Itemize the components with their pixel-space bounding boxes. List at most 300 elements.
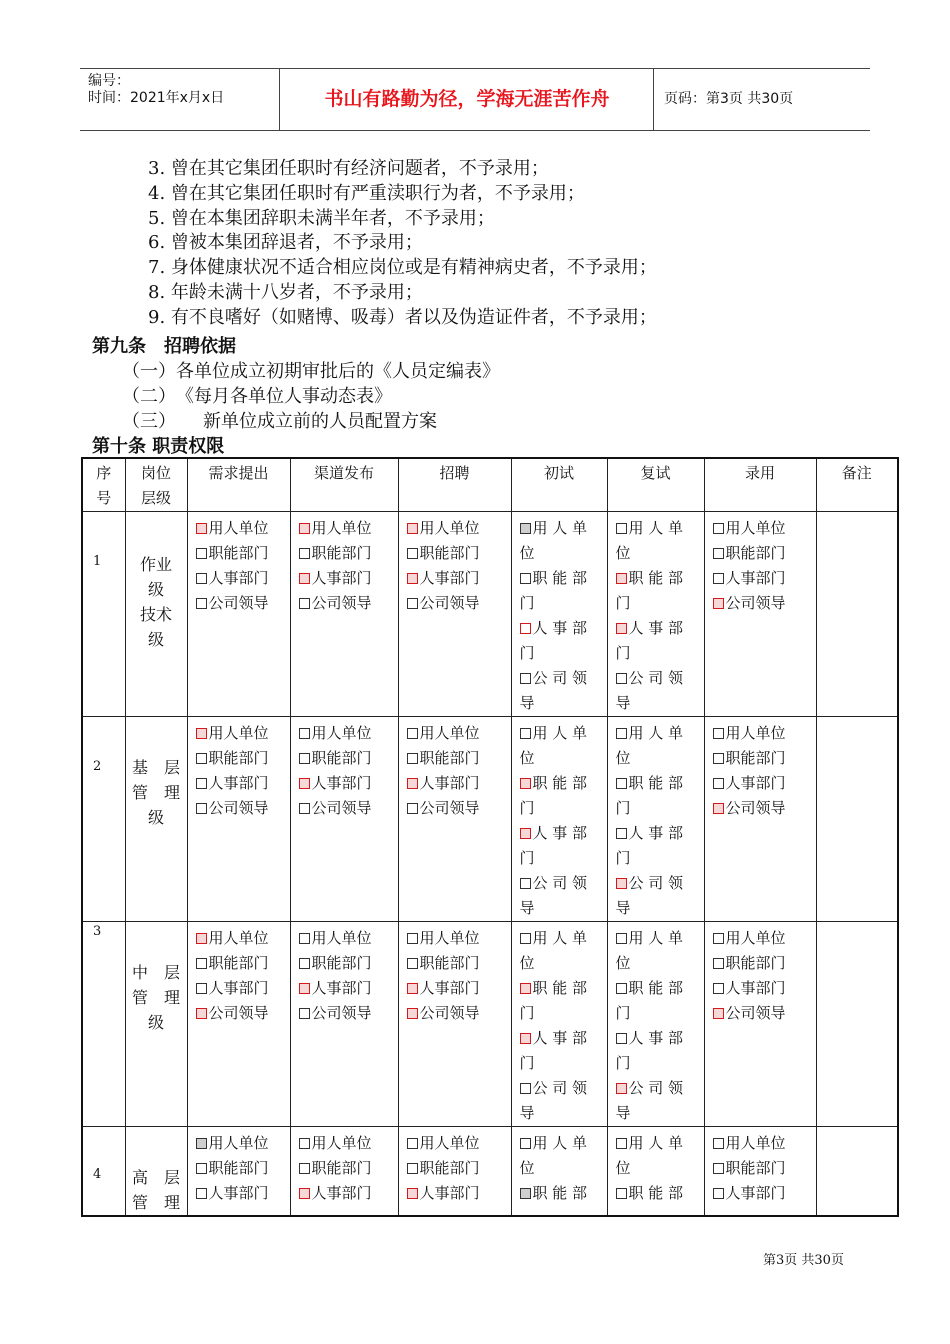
option-label: 用 人 单 bbox=[628, 519, 684, 537]
option-label: 人事部门 bbox=[419, 774, 480, 792]
checkbox-icon bbox=[713, 548, 724, 559]
cell-second bbox=[607, 1127, 704, 1217]
checkbox-option bbox=[407, 771, 507, 796]
checkbox-option bbox=[299, 746, 394, 771]
checkbox-icon bbox=[616, 1033, 627, 1044]
checkbox-option bbox=[616, 926, 700, 951]
cell-channel bbox=[290, 922, 398, 1127]
checkbox-option bbox=[299, 771, 394, 796]
checkbox-option bbox=[520, 1131, 603, 1156]
option-label: 用人单位 bbox=[419, 929, 480, 947]
option-label: 职能部门 bbox=[311, 1159, 372, 1177]
checkbox-option bbox=[299, 1181, 394, 1206]
checkbox-icon bbox=[520, 983, 531, 994]
option-label: 人 事 部 bbox=[628, 824, 684, 842]
checkbox-option bbox=[520, 566, 603, 591]
checkbox-icon bbox=[299, 1008, 310, 1019]
option-label: 职 能 部 bbox=[628, 1184, 684, 1202]
checkbox-icon bbox=[713, 778, 724, 789]
checkbox-option bbox=[520, 1181, 603, 1206]
checkbox-option bbox=[616, 771, 700, 796]
list-item: 9. 有不良嗜好（如赌博、吸毒）者以及伪造证件者，不予录用； bbox=[148, 306, 657, 328]
checkbox-icon bbox=[299, 983, 310, 994]
checkbox-option bbox=[616, 976, 700, 1001]
checkbox-icon bbox=[407, 523, 418, 534]
cell-remark bbox=[816, 717, 898, 922]
checkbox-icon bbox=[616, 728, 627, 739]
checkbox-icon bbox=[196, 573, 207, 584]
option-label: 职能部门 bbox=[725, 749, 786, 767]
disqualification-list bbox=[148, 157, 657, 331]
checkbox-icon bbox=[299, 778, 310, 789]
cell-second bbox=[607, 922, 704, 1127]
checkbox-option bbox=[616, 616, 700, 641]
cell-channel bbox=[290, 512, 398, 717]
option-label: 人事部门 bbox=[311, 979, 372, 997]
checkbox-option bbox=[616, 666, 700, 691]
checkbox-icon bbox=[407, 1188, 418, 1199]
option-label: 用人单位 bbox=[311, 519, 372, 537]
checkbox-icon bbox=[299, 598, 310, 609]
option-label: 用人单位 bbox=[419, 519, 480, 537]
checkbox-option bbox=[407, 516, 507, 541]
option-label: 人事部门 bbox=[725, 1184, 786, 1202]
option-label: 公司领导 bbox=[419, 594, 480, 612]
option-label: 人 事 部 bbox=[628, 619, 684, 637]
checkbox-option bbox=[520, 976, 603, 1001]
option-label: 用 人 单 bbox=[628, 724, 684, 742]
option-label: 用人单位 bbox=[419, 1134, 480, 1152]
cell-recruit bbox=[398, 512, 511, 717]
checkbox-option bbox=[196, 591, 286, 616]
option-label-continued: 门 bbox=[519, 1004, 535, 1022]
checkbox-option bbox=[520, 1026, 603, 1051]
row-level: 中 层 管 理 级 bbox=[125, 922, 187, 1127]
table-row bbox=[82, 922, 898, 1127]
checkbox-option bbox=[196, 976, 286, 1001]
option-label: 用人单位 bbox=[311, 724, 372, 742]
checkbox-option bbox=[713, 926, 812, 951]
list-item: 6. 曾被本集团辞退者，不予录用； bbox=[148, 232, 423, 254]
checkbox-option bbox=[713, 1181, 812, 1206]
option-label: 职能部门 bbox=[208, 544, 269, 562]
option-label: 公司领导 bbox=[208, 1004, 269, 1022]
checkbox-option bbox=[407, 746, 507, 771]
option-label-continued: 导 bbox=[519, 1104, 535, 1122]
header-page-label: 页码：第3页 共30页 bbox=[664, 91, 794, 107]
checkbox-icon bbox=[196, 728, 207, 739]
option-label: 人事部门 bbox=[311, 569, 372, 587]
row-level: 高 层 管 理 bbox=[125, 1127, 187, 1217]
checkbox-option bbox=[299, 566, 394, 591]
responsibility-table bbox=[81, 457, 899, 1217]
option-label: 人事部门 bbox=[725, 569, 786, 587]
option-label: 人 事 部 bbox=[532, 1029, 588, 1047]
cell-second bbox=[607, 717, 704, 922]
option-label: 用人单位 bbox=[208, 1134, 269, 1152]
header-meta bbox=[80, 69, 280, 130]
option-label: 人事部门 bbox=[725, 979, 786, 997]
checkbox-icon bbox=[196, 1163, 207, 1174]
checkbox-option bbox=[196, 746, 286, 771]
cell-channel bbox=[290, 717, 398, 922]
checkbox-option bbox=[299, 1156, 394, 1181]
checkbox-icon bbox=[299, 1138, 310, 1149]
checkbox-option bbox=[713, 566, 812, 591]
checkbox-icon bbox=[299, 548, 310, 559]
option-label: 人 事 部 bbox=[532, 619, 588, 637]
checkbox-option bbox=[713, 746, 812, 771]
checkbox-icon bbox=[407, 1163, 418, 1174]
checkbox-icon bbox=[713, 728, 724, 739]
checkbox-option bbox=[299, 1001, 394, 1026]
checkbox-icon bbox=[196, 958, 207, 969]
table-row bbox=[82, 512, 898, 717]
option-label-continued: 门 bbox=[615, 799, 631, 817]
checkbox-icon bbox=[520, 1033, 531, 1044]
option-label: 用人单位 bbox=[208, 519, 269, 537]
document-number-label: 编号： bbox=[88, 73, 130, 89]
option-label: 职 能 部 bbox=[628, 569, 684, 587]
table-row bbox=[82, 1127, 898, 1217]
option-label: 用人单位 bbox=[725, 929, 786, 947]
checkbox-option bbox=[196, 1181, 286, 1206]
option-label: 公司领导 bbox=[725, 1004, 786, 1022]
option-label: 职能部门 bbox=[725, 544, 786, 562]
option-label: 用人单位 bbox=[725, 724, 786, 742]
option-label-continued: 门 bbox=[615, 1054, 631, 1072]
option-label: 用 人 单 bbox=[532, 929, 588, 947]
option-label-continued: 门 bbox=[519, 594, 535, 612]
checkbox-icon bbox=[407, 548, 418, 559]
option-label: 职能部门 bbox=[208, 749, 269, 767]
header-second-interview: 复试 bbox=[607, 458, 704, 512]
cell-hire bbox=[704, 512, 816, 717]
cell-demand bbox=[187, 717, 290, 922]
cell-demand bbox=[187, 1127, 290, 1217]
checkbox-option bbox=[299, 951, 394, 976]
header-seq: 序 号 bbox=[82, 458, 125, 512]
row-seq: 3 bbox=[82, 922, 125, 1127]
option-label: 人事部门 bbox=[419, 569, 480, 587]
checkbox-option bbox=[196, 541, 286, 566]
checkbox-option bbox=[407, 1156, 507, 1181]
option-label: 用人单位 bbox=[208, 724, 269, 742]
checkbox-icon bbox=[616, 1138, 627, 1149]
checkbox-icon bbox=[407, 778, 418, 789]
option-label: 职 能 部 bbox=[532, 979, 588, 997]
checkbox-option bbox=[616, 1076, 700, 1101]
cell-second bbox=[607, 512, 704, 717]
checkbox-icon bbox=[713, 1008, 724, 1019]
checkbox-option bbox=[299, 976, 394, 1001]
checkbox-icon bbox=[713, 933, 724, 944]
checkbox-option bbox=[713, 951, 812, 976]
option-label-continued: 位 bbox=[519, 954, 535, 972]
checkbox-icon bbox=[520, 523, 531, 534]
checkbox-icon bbox=[616, 933, 627, 944]
checkbox-icon bbox=[196, 983, 207, 994]
article-10-title: 第十条 职责权限 bbox=[92, 436, 225, 457]
checkbox-icon bbox=[616, 623, 627, 634]
checkbox-option bbox=[713, 1131, 812, 1156]
option-label: 公 司 领 bbox=[628, 1079, 684, 1097]
cell-channel bbox=[290, 1127, 398, 1217]
checkbox-icon bbox=[520, 933, 531, 944]
option-label: 职能部门 bbox=[419, 749, 480, 767]
checkbox-option bbox=[407, 1131, 507, 1156]
checkbox-option bbox=[407, 1181, 507, 1206]
option-label-continued: 门 bbox=[615, 594, 631, 612]
checkbox-option bbox=[616, 1131, 700, 1156]
option-label-continued: 位 bbox=[615, 749, 631, 767]
checkbox-option bbox=[196, 951, 286, 976]
option-label: 用人单位 bbox=[725, 1134, 786, 1152]
option-label: 职能部门 bbox=[419, 544, 480, 562]
option-label-continued: 导 bbox=[615, 899, 631, 917]
checkbox-icon bbox=[616, 1083, 627, 1094]
option-label: 职能部门 bbox=[725, 1159, 786, 1177]
checkbox-icon bbox=[196, 1188, 207, 1199]
checkbox-icon bbox=[196, 778, 207, 789]
checkbox-option bbox=[616, 1181, 700, 1206]
article-9-item: （一）各单位成立初期审批后的《人员定编表》 bbox=[122, 361, 500, 382]
option-label-continued: 位 bbox=[519, 749, 535, 767]
checkbox-option bbox=[299, 1131, 394, 1156]
checkbox-icon bbox=[713, 958, 724, 969]
option-label: 职能部门 bbox=[725, 954, 786, 972]
checkbox-icon bbox=[407, 1138, 418, 1149]
option-label: 职能部门 bbox=[419, 954, 480, 972]
option-label-continued: 导 bbox=[615, 1104, 631, 1122]
cell-recruit bbox=[398, 717, 511, 922]
checkbox-option bbox=[520, 771, 603, 796]
checkbox-icon bbox=[407, 958, 418, 969]
cell-first bbox=[511, 1127, 607, 1217]
option-label: 职 能 部 bbox=[532, 774, 588, 792]
checkbox-icon bbox=[616, 673, 627, 684]
option-label: 人事部门 bbox=[208, 1184, 269, 1202]
checkbox-icon bbox=[713, 1163, 724, 1174]
checkbox-option bbox=[299, 516, 394, 541]
checkbox-icon bbox=[299, 728, 310, 739]
header-remark: 备注 bbox=[816, 458, 898, 512]
checkbox-option bbox=[407, 796, 507, 821]
list-item: 4. 曾在其它集团任职时有严重渎职行为者，不予录用； bbox=[148, 182, 585, 204]
checkbox-icon bbox=[520, 828, 531, 839]
cell-demand bbox=[187, 512, 290, 717]
checkbox-icon bbox=[196, 753, 207, 764]
cell-first bbox=[511, 922, 607, 1127]
checkbox-option bbox=[196, 796, 286, 821]
checkbox-icon bbox=[616, 828, 627, 839]
checkbox-icon bbox=[407, 803, 418, 814]
cell-hire bbox=[704, 1127, 816, 1217]
option-label: 人 事 部 bbox=[532, 824, 588, 842]
checkbox-option bbox=[616, 1026, 700, 1051]
option-label-continued: 导 bbox=[519, 899, 535, 917]
option-label: 公司领导 bbox=[208, 594, 269, 612]
checkbox-option bbox=[407, 1001, 507, 1026]
option-label: 公司领导 bbox=[725, 594, 786, 612]
checkbox-icon bbox=[713, 1138, 724, 1149]
checkbox-icon bbox=[196, 1008, 207, 1019]
header-motto: 书山有路勤为径，学海无涯苦作舟 bbox=[281, 69, 654, 130]
checkbox-icon bbox=[407, 598, 418, 609]
option-label: 公司领导 bbox=[419, 1004, 480, 1022]
header-recruit: 招聘 bbox=[398, 458, 511, 512]
option-label-continued: 位 bbox=[519, 1159, 535, 1177]
checkbox-option bbox=[520, 1076, 603, 1101]
checkbox-option bbox=[713, 1001, 812, 1026]
option-label: 用人单位 bbox=[311, 929, 372, 947]
checkbox-option bbox=[299, 541, 394, 566]
checkbox-option bbox=[616, 871, 700, 896]
checkbox-icon bbox=[520, 878, 531, 889]
checkbox-icon bbox=[713, 983, 724, 994]
option-label: 用 人 单 bbox=[532, 1134, 588, 1152]
document-time-label: 时间：2021年x月x日 bbox=[88, 90, 225, 106]
checkbox-option bbox=[520, 821, 603, 846]
checkbox-option bbox=[520, 926, 603, 951]
checkbox-option bbox=[520, 666, 603, 691]
row-seq: 4 bbox=[82, 1127, 125, 1217]
option-label: 用 人 单 bbox=[532, 519, 588, 537]
option-label: 职 能 部 bbox=[628, 979, 684, 997]
checkbox-option bbox=[299, 591, 394, 616]
option-label: 用人单位 bbox=[725, 519, 786, 537]
option-label: 公 司 领 bbox=[628, 669, 684, 687]
list-item: 3. 曾在其它集团任职时有经济问题者，不予录用； bbox=[148, 158, 549, 179]
checkbox-option bbox=[407, 566, 507, 591]
checkbox-option bbox=[713, 1156, 812, 1181]
checkbox-icon bbox=[196, 523, 207, 534]
checkbox-icon bbox=[407, 1008, 418, 1019]
checkbox-icon bbox=[520, 573, 531, 584]
checkbox-option bbox=[713, 976, 812, 1001]
checkbox-icon bbox=[520, 1083, 531, 1094]
checkbox-option bbox=[196, 566, 286, 591]
checkbox-icon bbox=[299, 803, 310, 814]
checkbox-option bbox=[196, 516, 286, 541]
option-label-continued: 门 bbox=[615, 1004, 631, 1022]
checkbox-icon bbox=[616, 983, 627, 994]
list-item: 8. 年龄未满十八岁者，不予录用； bbox=[148, 281, 423, 303]
option-label: 人事部门 bbox=[311, 774, 372, 792]
cell-hire bbox=[704, 717, 816, 922]
checkbox-icon bbox=[520, 673, 531, 684]
header-channel: 渠道发布 bbox=[290, 458, 398, 512]
checkbox-icon bbox=[520, 1138, 531, 1149]
list-item: 5. 曾在本集团辞职未满半年者，不予录用； bbox=[148, 207, 495, 229]
page-footer: 第3页 共30页 bbox=[763, 1253, 844, 1268]
option-label-continued: 门 bbox=[519, 1054, 535, 1072]
list-item: 7. 身体健康状况不适合相应岗位或是有精神病史者，不予录用； bbox=[148, 257, 657, 279]
checkbox-option bbox=[713, 541, 812, 566]
option-label: 人事部门 bbox=[208, 979, 269, 997]
article-9-title: 第九条 招聘依据 bbox=[92, 336, 236, 357]
option-label-continued: 位 bbox=[615, 954, 631, 972]
checkbox-option bbox=[196, 721, 286, 746]
checkbox-icon bbox=[407, 933, 418, 944]
option-label: 职能部门 bbox=[311, 544, 372, 562]
checkbox-icon bbox=[196, 548, 207, 559]
checkbox-option bbox=[616, 516, 700, 541]
checkbox-option bbox=[616, 821, 700, 846]
checkbox-icon bbox=[407, 728, 418, 739]
checkbox-icon bbox=[196, 598, 207, 609]
checkbox-icon bbox=[407, 983, 418, 994]
option-label: 用人单位 bbox=[208, 929, 269, 947]
checkbox-icon bbox=[299, 573, 310, 584]
option-label: 公司领导 bbox=[208, 799, 269, 817]
article-9-item: （三） 新单位成立前的人员配置方案 bbox=[122, 411, 437, 432]
option-label: 人事部门 bbox=[208, 774, 269, 792]
option-label: 人事部门 bbox=[419, 979, 480, 997]
checkbox-icon bbox=[407, 753, 418, 764]
option-label: 公 司 领 bbox=[532, 1079, 588, 1097]
checkbox-option bbox=[407, 721, 507, 746]
option-label: 人事部门 bbox=[419, 1184, 480, 1202]
option-label-continued: 门 bbox=[519, 644, 535, 662]
option-label: 公司领导 bbox=[419, 799, 480, 817]
option-label: 公司领导 bbox=[311, 594, 372, 612]
checkbox-icon bbox=[520, 778, 531, 789]
option-label: 用 人 单 bbox=[628, 929, 684, 947]
option-label: 用人单位 bbox=[419, 724, 480, 742]
option-label: 公司领导 bbox=[311, 799, 372, 817]
checkbox-icon bbox=[713, 753, 724, 764]
checkbox-option bbox=[299, 926, 394, 951]
checkbox-option bbox=[299, 796, 394, 821]
checkbox-option bbox=[407, 591, 507, 616]
option-label-continued: 门 bbox=[519, 799, 535, 817]
checkbox-icon bbox=[196, 933, 207, 944]
checkbox-option bbox=[520, 721, 603, 746]
checkbox-icon bbox=[520, 728, 531, 739]
checkbox-icon bbox=[196, 1138, 207, 1149]
cell-hire bbox=[704, 922, 816, 1127]
header-level: 岗位 层级 bbox=[125, 458, 187, 512]
option-label: 人 事 部 bbox=[628, 1029, 684, 1047]
option-label-continued: 导 bbox=[615, 694, 631, 712]
option-label: 职 能 部 bbox=[532, 569, 588, 587]
checkbox-option bbox=[299, 721, 394, 746]
option-label: 职能部门 bbox=[208, 1159, 269, 1177]
option-label: 公 司 领 bbox=[532, 669, 588, 687]
checkbox-option bbox=[713, 591, 812, 616]
checkbox-icon bbox=[299, 753, 310, 764]
checkbox-option bbox=[196, 1001, 286, 1026]
option-label-continued: 位 bbox=[519, 544, 535, 562]
checkbox-icon bbox=[299, 933, 310, 944]
row-seq: 1 bbox=[82, 512, 125, 717]
option-label: 职 能 部 bbox=[532, 1184, 588, 1202]
header-demand: 需求提出 bbox=[187, 458, 290, 512]
checkbox-icon bbox=[616, 878, 627, 889]
article-9-item: （二） 《每月各单位人事动态表》 bbox=[122, 386, 392, 407]
table-header-row bbox=[82, 458, 898, 512]
checkbox-option bbox=[196, 771, 286, 796]
checkbox-option bbox=[713, 771, 812, 796]
checkbox-icon bbox=[520, 623, 531, 634]
option-label-continued: 门 bbox=[615, 644, 631, 662]
option-label-continued: 导 bbox=[519, 694, 535, 712]
checkbox-option bbox=[407, 976, 507, 1001]
checkbox-icon bbox=[713, 1188, 724, 1199]
checkbox-option bbox=[196, 1156, 286, 1181]
option-label: 公司领导 bbox=[725, 799, 786, 817]
